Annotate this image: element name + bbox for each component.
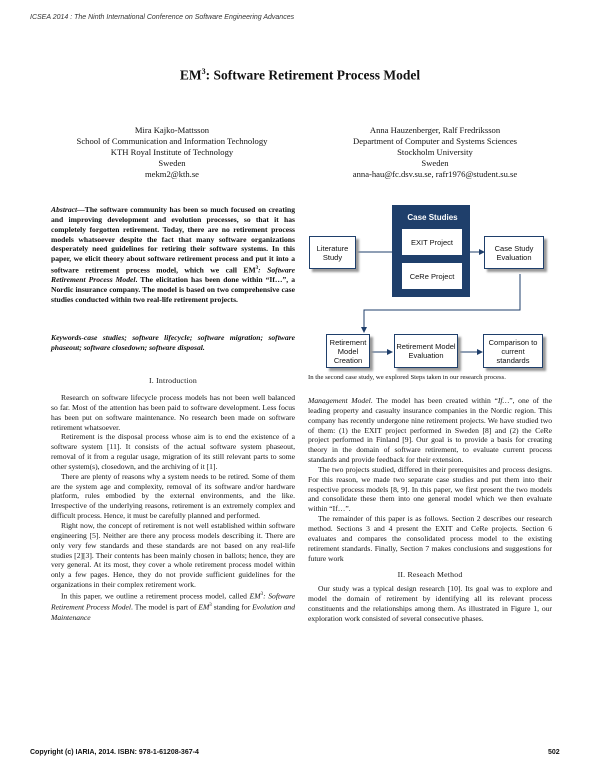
abstract-text-end: . The elicitation has been done within “If…”, a Nordic insurance company. The model is based on two comprehensive case studies conducted within two real-life retirement projects. — [51, 275, 295, 305]
paragraph: In this paper, we outline a retirement process model, called $EM^3$: Software Retirement Process Model. The model is part of $EM^3$ standing for Evolution and Maintenance — [51, 591, 295, 622]
case-study-evaluation-box: Case Study Evaluation — [484, 236, 544, 269]
abstract-sup: 3 — [255, 266, 259, 272]
paragraph: Our study was a typical design research [10]. Its goal was to explore and model the domain of retirement by identifying all its relevant process constituents and the relationships among them. As illustrated in Figure 1, our exploration work consisted of several consecutive phases. — [308, 584, 552, 623]
title-prefix: EM — [179, 67, 202, 83]
author-affiliation: KTH Royal Institute of Technology — [110, 147, 234, 157]
page-number: 502 — [548, 749, 560, 756]
abstract-text: —The software community has been so much focused on creating and improving development and evolution processes, so that it has completely forgotten retirement. Today, there are no retirement process models whatsoever despite the fact that many software organizations desperately need guidelines for retiring their software systems. In this paper, we elicit theory about software retirement process and put it into a software retirement process model, which we call EM — [51, 205, 295, 275]
paragraph: Right now, the concept of retirement is not well established within software engineering [5]. Neither are there any process models describing it. There are only very few standards and these standards are not based on any real-life studies [2][3]. Their contents has been mainly chosen in ballots; hence, they are very general. At its most, they cover a whole retirement process model within only a few pages. Hence, they do not provide sufficient guidelines for the organizations in their complex retirement work. — [51, 520, 295, 590]
model-creation-box: Retirement Model Creation — [326, 334, 370, 368]
keywords: Keywords-case studies; software lifecycle; software migration; software phaseout; software closedown; software disposal. — [51, 333, 295, 352]
author-block-1 — [52, 125, 292, 180]
cere-project-box: CeRe Project — [401, 262, 463, 290]
right-column-body — [308, 396, 552, 563]
title-main: : Software Retirement Process Model — [205, 67, 421, 83]
abstract-model-name: : Software Retirement Process Model — [51, 265, 295, 285]
author-country: Sweden — [158, 158, 186, 168]
exit-project-box: EXIT Project — [401, 228, 463, 256]
title-sup: 3 — [201, 67, 206, 76]
abstract-label: Abstract — [51, 205, 78, 214]
author-country: Sweden — [421, 158, 449, 168]
author-affiliation: School of Communication and Information Technology — [76, 136, 268, 146]
conference-header: ICSEA 2014 : The Ninth International Conference on Software Engineering Advances — [30, 14, 295, 21]
paragraph: Research on software lifecycle process models has not been well balanced so far. Most of the attention has been paid to software development. Less focus has been put on software maintenance. No research been made on software retirement whatsoever. — [51, 393, 295, 432]
model-evaluation-box: Retirement Model Evaluation — [394, 334, 458, 368]
figure-caption: In the second case study, we explored Steps taken in our research process. — [308, 374, 506, 381]
author-block-2 — [310, 125, 560, 180]
paragraph: There are plenty of reasons why a system needs to be retired. Some of them are the system age and complexity, removal of its software and/or hardware platform, rules embodied by the external environments, and the like. Irrespective of the underlying reasons, retirement is an extremely complex and difficult process. Hence, it must be carefully planned and performed. — [51, 471, 295, 521]
comparison-box: Comparison to current standards — [483, 334, 543, 368]
author-name: Mira Kajko-Mattsson — [134, 125, 210, 135]
paragraph: The two projects studied, differed in their prerequisites and process designs. For this reason, we made two separate case studies and put them into their respective process models [8, 9]. In this paper, we first present the two models and consolidate these them into one general model which we then evaluate within “If…”. — [308, 464, 552, 514]
left-column-body — [51, 393, 295, 622]
case-studies-title: Case Studies — [407, 212, 458, 222]
abstract — [51, 205, 295, 305]
footer-copyright: Copyright (c) IARIA, 2014. ISBN: 978-1-61208-367-4 — [30, 749, 199, 756]
paper-title — [0, 67, 600, 84]
literature-study-box: Literature Study — [309, 236, 356, 269]
section-heading-method: II. Reseach Method — [397, 570, 463, 579]
author-email: anna-hau@fc.dsv.su.se, rafr1976@student.su.se — [352, 169, 518, 179]
paragraph: Retirement is the disposal process whose aim is to end the existence of a software system [11]. It consists of the actual software system phaseout, removal of it from a regular usage, migration of its still relevant parts to some other system(s), closedown, and the archiving of it [1]. — [51, 432, 295, 471]
paragraph: The remainder of this paper is as follows. Section 2 describes our research method. Sections 3 and 4 present the EXIT and CeRe projects. Section 6 evaluates and compares the consolidated process model to the existing retirement standards. Finally, Section 7 makes conclusions and suggestions for future work — [308, 514, 552, 563]
author-affiliation: Department of Computer and Systems Sciences — [353, 136, 517, 146]
author-affiliation: Stockholm University — [397, 147, 473, 157]
paragraph: Management Model. The model has been created within “If…”, one of the leading property and casualty insurance companies in the Nordic region. This company has recently undergone nine retirement projects. We have studied two of them: (1) the EXIT project performed in Sweden [8] and (2) the CeRe project performed in Finland [9]. Our goal is to provide a basis for creating theory in the domain of software retirement, to evaluate current process standards and provide feedback for their extension. — [308, 396, 552, 465]
method-body — [308, 584, 552, 623]
author-name: Anna Hauzenberger, Ralf Fredriksson — [369, 125, 501, 135]
section-heading-introduction: I. Introduction — [148, 376, 198, 385]
author-email: mekm2@kth.se — [145, 169, 199, 179]
